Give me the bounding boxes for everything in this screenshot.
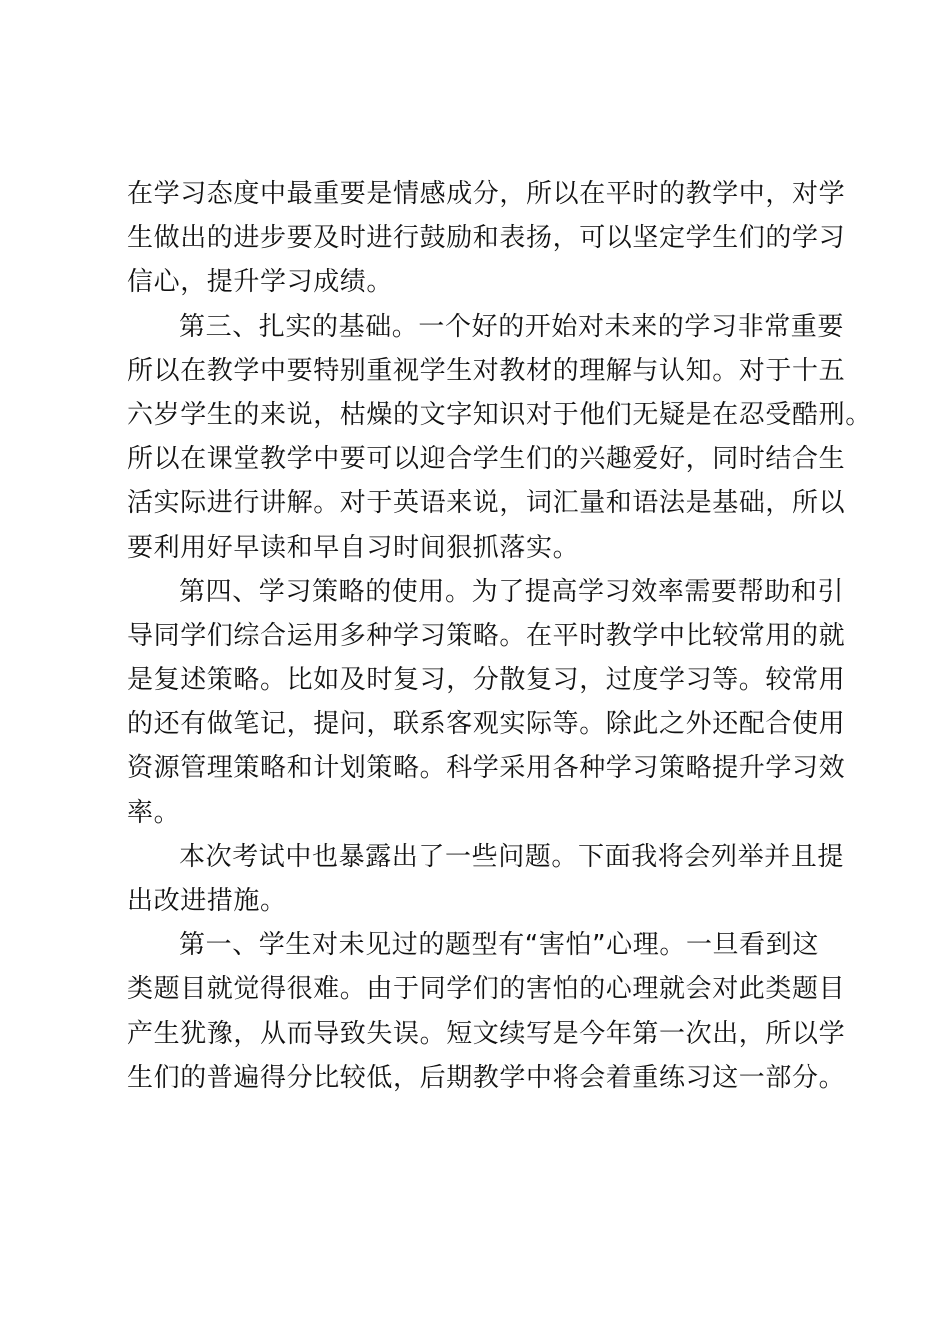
text-line: 所以在课堂教学中要可以迎合学生们的兴趣爱好，同时结合生 <box>127 444 846 475</box>
text-line: 生们的普遍得分比较低，后期教学中将会着重练习这一部分。 <box>127 1062 846 1093</box>
text-line: 信心，提升学习成绩。 <box>127 267 394 298</box>
text-line: 导同学们综合运用多种学习策略。在平时教学中比较常用的就 <box>127 620 846 651</box>
text-line: 本次考试中也暴露出了一些问题。下面我将会列举并且提 <box>179 841 845 872</box>
text-line: 是复述策略。比如及时复习，分散复习，过度学习等。较常用 <box>127 665 846 696</box>
paragraph-1 <box>127 172 846 305</box>
text-line: 率。 <box>127 797 181 828</box>
paragraph-2 <box>127 305 872 570</box>
text-line: 第一、学生对未见过的题型有“害怕”心理。一旦看到这 <box>179 930 819 961</box>
document-body <box>127 172 872 1100</box>
text-line: 第四、学习策略的使用。为了提高学习效率需要帮助和引 <box>179 576 845 607</box>
paragraph-3 <box>127 570 846 835</box>
text-line: 活实际进行讲解。对于英语来说，词汇量和语法是基础，所以 <box>127 488 846 519</box>
text-line: 第三、扎实的基础。一个好的开始对未来的学习非常重要 <box>179 311 845 342</box>
text-line: 所以在教学中要特别重视学生对教材的理解与认知。对于十五 <box>127 355 846 386</box>
text-line: 类题目就觉得很难。由于同学们的害怕的心理就会对此类题目 <box>127 974 846 1005</box>
text-line: 资源管理策略和计划策略。科学采用各种学习策略提升学习效 <box>127 753 846 784</box>
text-line: 生做出的进步要及时进行鼓励和表扬，可以坚定学生们的学习 <box>127 223 846 254</box>
text-line: 六岁学生的来说，枯燥的文字知识对于他们无疑是在忍受酷刑。 <box>127 399 872 430</box>
paragraph-5 <box>127 923 846 1100</box>
paragraph-4 <box>127 835 845 923</box>
text-line: 产生犹豫，从而导致失误。短文续写是今年第一次出，所以学 <box>127 1018 846 1049</box>
text-line: 要利用好早读和早自习时间狠抓落实。 <box>127 532 580 563</box>
text-line: 的还有做笔记，提问，联系客观实际等。除此之外还配合使用 <box>127 709 846 740</box>
text-line: 在学习态度中最重要是情感成分，所以在平时的教学中，对学 <box>127 179 846 209</box>
text-line: 出改进措施。 <box>127 886 287 916</box>
